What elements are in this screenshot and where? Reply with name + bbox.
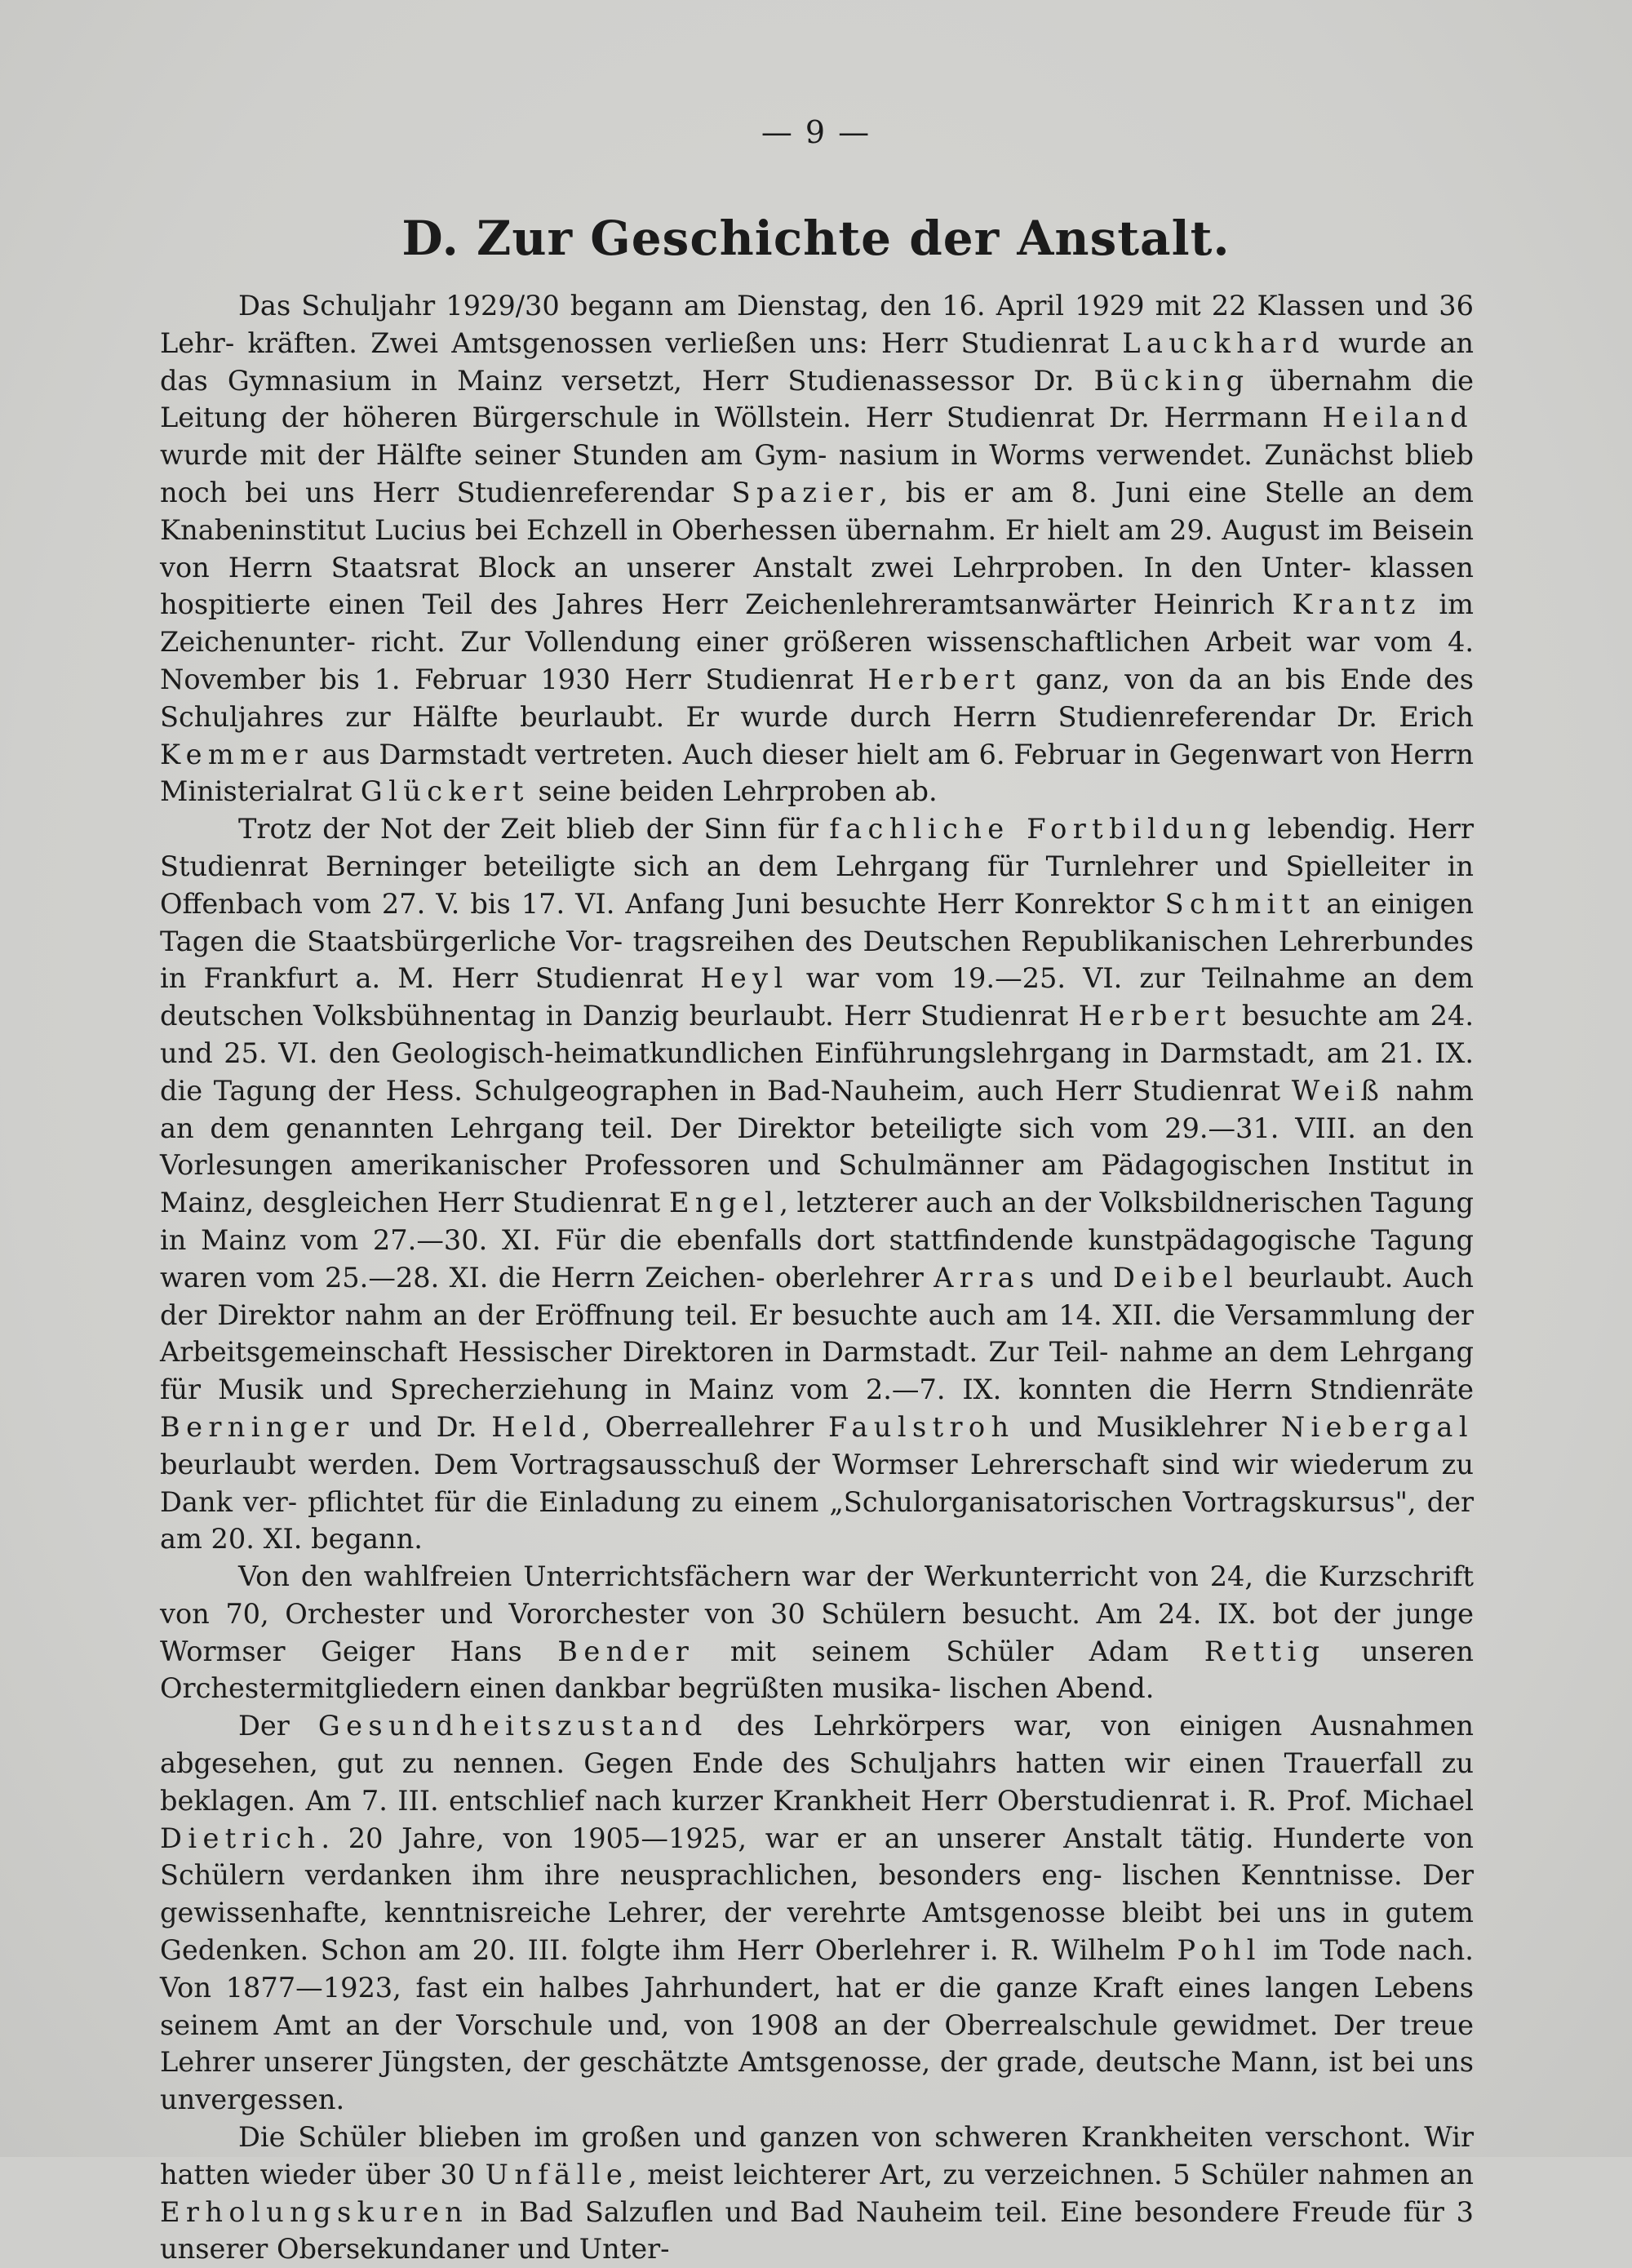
spaced-name: Bender xyxy=(557,1635,695,1667)
text-run: , letzterer auch an der Volksbildnerischen Tagung in Mainz vom 27.—30. XI. Für die ebenfalls dort stattfindende kunstpädagogische Tagung waren vom 25.—28. XI. die Herrn Zeichen- oberlehrer xyxy=(160,1187,1474,1294)
text-run: beurlaubt. Auch der Direktor nahm an der Eröffnung teil. Er besuchte auch am 14. XII. die Versammlung der Arbeitsgemeinschaft Hessischer Direktoren in Darmstadt. Zur Teil- nahme an dem Lehrgang für Musik und Sprecherziehung in Mainz vom 2.—7. IX. konnten die Herrn Stndienräte xyxy=(160,1261,1474,1406)
spaced-name: Engel xyxy=(668,1187,780,1219)
text-run: unseren Orchestermitgliedern einen dankbar begrüßten musika- lischen Abend. xyxy=(160,1635,1474,1705)
spaced-name: Unfälle xyxy=(485,2158,629,2190)
text-run: wurde an das Gymnasium in Mainz versetzt, Herr Studienassessor Dr. xyxy=(160,326,1474,397)
text-run: war vom 19.—25. VI. zur Teilnahme an dem deutschen Volksbühnentag in Danzig beurlaubt. Herr Studienrat xyxy=(160,962,1474,1032)
paragraph xyxy=(160,810,1474,1558)
spaced-name: Herbert xyxy=(1078,1000,1232,1032)
paragraph xyxy=(160,287,1474,810)
spaced-name: Deibel xyxy=(1112,1261,1239,1294)
spaced-name: Kemmer xyxy=(160,738,314,770)
text-run: des Lehrkörpers war, von einigen Ausnahmen abgesehen, gut zu nennen. Gegen Ende des Schuljahrs hatten wir einen Trauerfall zu beklagen. Am 7. III. entschlief nach kurzer Krankheit Herr Oberstudienrat i. R. Prof. Michael xyxy=(160,1710,1474,1817)
spaced-name: Schmitt xyxy=(1164,887,1316,920)
section-heading: D. Zur Geschichte der Anstalt. xyxy=(401,211,1231,266)
spaced-name: Herbert xyxy=(867,663,1022,695)
spaced-name: Niebergal xyxy=(1280,1410,1474,1443)
page-number: — 9 — xyxy=(761,114,871,150)
text-run: und Musiklehrer xyxy=(1014,1410,1281,1443)
spaced-name: Rettig xyxy=(1204,1635,1326,1667)
spaced-name: Berninger xyxy=(160,1410,355,1443)
text-run: im Tode nach. Von 1877—1923, fast ein halbes Jahrhundert, hat er die ganze Kraft eines langen Lebens seinem Amt an der Vorschule und, von 1908 an der Oberrealschule gewidmet. Der treue Lehrer unserer Jüngsten, der geschätzte Amtsgenosse, der grade, deutsche Mann, ist bei uns unvergessen. xyxy=(160,1934,1474,2116)
text-run: aus Darmstadt vertreten. Auch dieser hielt am 6. Februar in Gegenwart von Herrn Ministerialrat xyxy=(160,738,1474,808)
text-run: , bis er am 8. Juni eine Stelle an dem Knabeninstitut Lucius bei Echzell in Oberhessen übernahm. Er hielt am 29. August im Beisein von Herrn Staatsrat Block an unserer Anstalt zwei Lehrproben. In den Unter- klassen hospitierte einen Teil des Jahres Herr Zeichenlehreramtsanwärter Heinrich xyxy=(160,476,1474,621)
text-run: seine beiden Lehrproben ab. xyxy=(529,775,938,808)
spaced-name: Gesundheitszustand xyxy=(317,1710,708,1742)
paragraph xyxy=(160,1707,1474,2119)
spaced-name: Krantz xyxy=(1292,588,1421,621)
paragraph xyxy=(160,2119,1474,2268)
spaced-name: Arras xyxy=(934,1261,1040,1294)
spaced-name: Weiß xyxy=(1291,1074,1386,1107)
text-run: ganz, von da an bis Ende des Schuljahres zur Hälfte beurlaubt. Er wurde durch Herrn Studienreferendar Dr. Erich xyxy=(160,663,1474,733)
spaced-name: Held xyxy=(491,1410,583,1443)
text-run: Der xyxy=(238,1710,318,1742)
spaced-name: Heyl xyxy=(700,962,789,995)
body-text xyxy=(160,287,1474,2268)
text-run: Die Schüler blieben im großen und ganzen von schweren Krankheiten verschont. Wir hatten wieder über 30 xyxy=(160,2121,1474,2190)
text-run: an einigen Tagen die Staatsbürgerliche Vor- tragsreihen des Deutschen Republikanischen Lehrerbundes in Frankfurt a. M. Herr Studienrat xyxy=(160,887,1474,995)
spaced-name: fachliche Fortbildung xyxy=(829,813,1257,846)
paragraph xyxy=(160,1558,1474,1707)
text-run: Trotz der Not der Zeit blieb der Sinn für xyxy=(238,813,830,846)
spaced-name: Faulstroh xyxy=(827,1410,1015,1443)
text-run: , Oberreallehrer xyxy=(582,1410,828,1443)
spaced-name: Spazier xyxy=(731,476,880,508)
text-run: Von den wahlfreien Unterrichtsfächern war der Werkunterricht von 24, die Kurzschrift von 70, Orchester und Vororchester von 30 Schülern besucht. Am 24. IX. bot der junge Wormser Geiger Hans xyxy=(160,1560,1474,1667)
text-run: Das Schuljahr 1929/30 begann am Dienstag, den 16. April 1929 mit 22 Klassen und 36 Lehr- kräften. Zwei Amtsgenossen verließen uns: Herr Studienrat xyxy=(160,290,1474,359)
spaced-name: Pohl xyxy=(1177,1934,1262,1967)
spaced-name: Heiland xyxy=(1322,402,1474,434)
spaced-name: Dietrich xyxy=(160,1822,322,1854)
text-run: besuchte am 24. und 25. VI. den Geologisch-heimatkundlichen Einführungslehrgang in Darmstadt, am 21. IX. die Tagung der Hess. Schulgeographen in Bad-Nauheim, auch Herr Studienrat xyxy=(160,1000,1474,1107)
text-run: wurde mit der Hälfte seiner Stunden am Gym- nasium in Worms verwendet. Zunächst blieb noch bei uns Herr Studienreferendar xyxy=(160,439,1474,508)
text-run: , meist leichterer Art, zu verzeichnen. 5 Schüler nahmen an xyxy=(628,2158,1474,2190)
text-run: nahm an dem genannten Lehrgang teil. Der Direktor beteiligte sich vom 29.—31. VIII. an den Vorlesungen amerikanischer Professoren und Schulmänner am Pädagogischen Institut in Mainz, desgleichen Herr Studienrat xyxy=(160,1074,1474,1219)
spaced-name: Bücking xyxy=(1093,364,1250,397)
text-run: lebendig. Herr Studienrat Berninger beteiligte sich an dem Lehrgang für Turnlehrer und Spielleiter in Offenbach vom 27. V. bis 17. VI. Anfang Juni besuchte Herr Konrektor xyxy=(160,813,1474,920)
text-run: im Zeichenunter- richt. Zur Vollendung einer größeren wissenschaftlichen Arbeit war vom 4. November bis 1. Februar 1930 Herr Studienrat xyxy=(160,588,1474,695)
text-run: und xyxy=(1040,1261,1113,1294)
spaced-name: Glückert xyxy=(360,775,530,808)
text-run: übernahm die Leitung der höheren Bürgerschule in Wöllstein. Herr Studienrat Dr. Herrmann xyxy=(160,364,1474,434)
text-run: . 20 Jahre, von 1905—1925, war er an unserer Anstalt tätig. Hunderte von Schülern verdanken ihm ihre neusprachlichen, besonders eng- lischen Kenntnisse. Der gewissenhafte, kenntnisreiche Lehrer, der verehrte Amtsgenosse bleibt bei uns in gutem Gedenken. Schon am 20. III. folgte ihm Herr Oberlehrer i. R. Wilhelm xyxy=(160,1822,1474,1967)
text-run: und Dr. xyxy=(354,1410,492,1443)
text-run: beurlaubt werden. Dem Vortragsausschuß der Wormser Lehrerschaft sind wir wiederum zu Dank ver- pflichtet für die Einladung zu einem „Schulorganisatorischen Vortragskursus", der am 20. XI. begann. xyxy=(160,1448,1474,1556)
text-run: mit seinem Schüler Adam xyxy=(694,1635,1204,1667)
spaced-name: Lauckhard xyxy=(1122,326,1326,359)
text-run: in Bad Salzuflen und Bad Nauheim teil. Eine besondere Freude für 3 unserer Obersekundaner und Unter- xyxy=(160,2195,1474,2266)
spaced-name: Erholungskuren xyxy=(160,2195,469,2228)
